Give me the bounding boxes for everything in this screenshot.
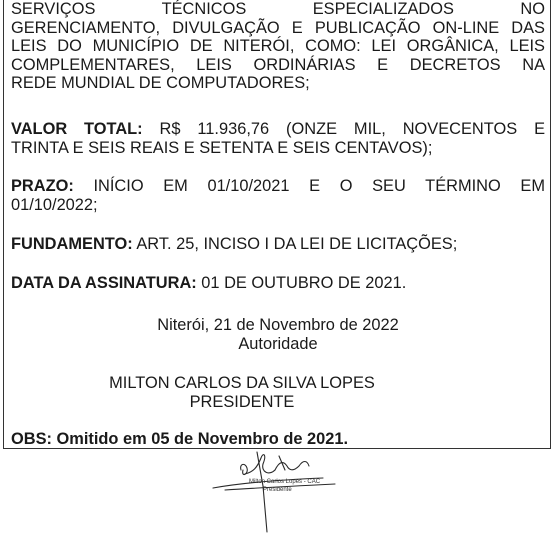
valor-total-line-2: TRINTA E SEIS REAIS E SETENTA E SEIS CENTAVOS);	[11, 138, 433, 157]
local-data: Niterói, 21 de Novembro de 2022	[157, 316, 399, 334]
fundamento-paragraph	[11, 235, 545, 254]
valor-total-paragraph	[11, 120, 545, 157]
prazo-line-2: 01/10/2022;	[11, 195, 98, 214]
data-assinatura-value: 01 DE OUTUBRO DE 2021.	[196, 274, 407, 292]
prazo-value: INÍCIO EM 01/10/2021 E O SEU TÉRMINO EM	[73, 177, 545, 195]
objeto-line: REDE MUNDIAL DE COMPUTADORES;	[11, 74, 310, 93]
fundamento-label: FUNDAMENTO:	[11, 235, 133, 253]
data-assinatura-label: DATA DA ASSINATURA:	[11, 274, 197, 292]
fundamento-line	[11, 235, 545, 254]
signatario-nome: MILTON CARLOS DA SILVA LOPES	[109, 374, 375, 392]
obs-text: OBS: Omitido em 05 de Novembro de 2021.	[11, 430, 349, 448]
data-assinatura-line	[11, 274, 545, 293]
objeto-line: LEIS DO MUNICÍPIO DE NITERÓI, COMO: LEI ORGÂNICA, LEIS	[11, 37, 545, 56]
signatario-cargo: PRESIDENTE	[189, 393, 295, 411]
obs-paragraph	[11, 430, 545, 449]
prazo-line	[11, 177, 545, 196]
valor-total-label: VALOR TOTAL:	[11, 120, 143, 138]
fundamento-value: ART. 25, INCISO I DA LEI DE LICITAÇÕES;	[132, 235, 458, 253]
stamp-nome: Milton Carlos Lopes - CAC	[249, 479, 321, 485]
prazo-label: PRAZO:	[11, 177, 74, 195]
valor-total-value: R$ 11.936,76 (ONZE MIL, NOVECENTOS E	[142, 120, 545, 138]
objeto-line: COMPLEMENTARES, LEIS ORDINÁRIAS E DECRETOS NA	[11, 55, 545, 74]
objeto-paragraph	[11, 0, 545, 93]
prazo-paragraph	[11, 177, 545, 214]
data-assinatura-paragraph	[11, 274, 545, 293]
objeto-line: SERVIÇOS TÉCNICOS ESPECIALIZADOS NO	[11, 0, 545, 18]
objeto-line: GERENCIAMENTO, DIVULGAÇÃO E PUBLICAÇÃO ON-LINE DAS	[11, 18, 545, 37]
valor-total-line	[11, 120, 545, 139]
autoridade-label: Autoridade	[238, 335, 318, 353]
signature-stamp	[205, 450, 355, 536]
stamp-cargo: Presidente	[263, 487, 292, 493]
